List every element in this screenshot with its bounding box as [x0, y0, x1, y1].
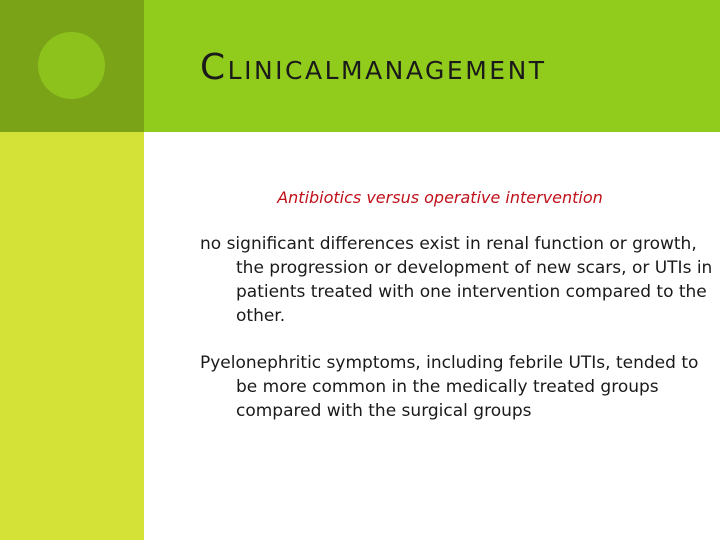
body-paragraph-1: no significant differences exist in renal function or growth, the progression or development of new scars, or UTIs in patients treated with one intervention compared to the other.: [200, 234, 713, 326]
corner-block: [0, 0, 144, 132]
body-paragraph-2: Pyelonephritic symptoms, including febrile UTIs, tended to be more common in the medically treated groups compared with the surgical groups: [200, 353, 699, 421]
slide-subtitle: Antibiotics versus operative intervention: [277, 188, 603, 207]
corner-circle: [38, 32, 105, 99]
left-band: [0, 132, 144, 540]
slide-title: Clinicalmanagement: [200, 47, 547, 88]
